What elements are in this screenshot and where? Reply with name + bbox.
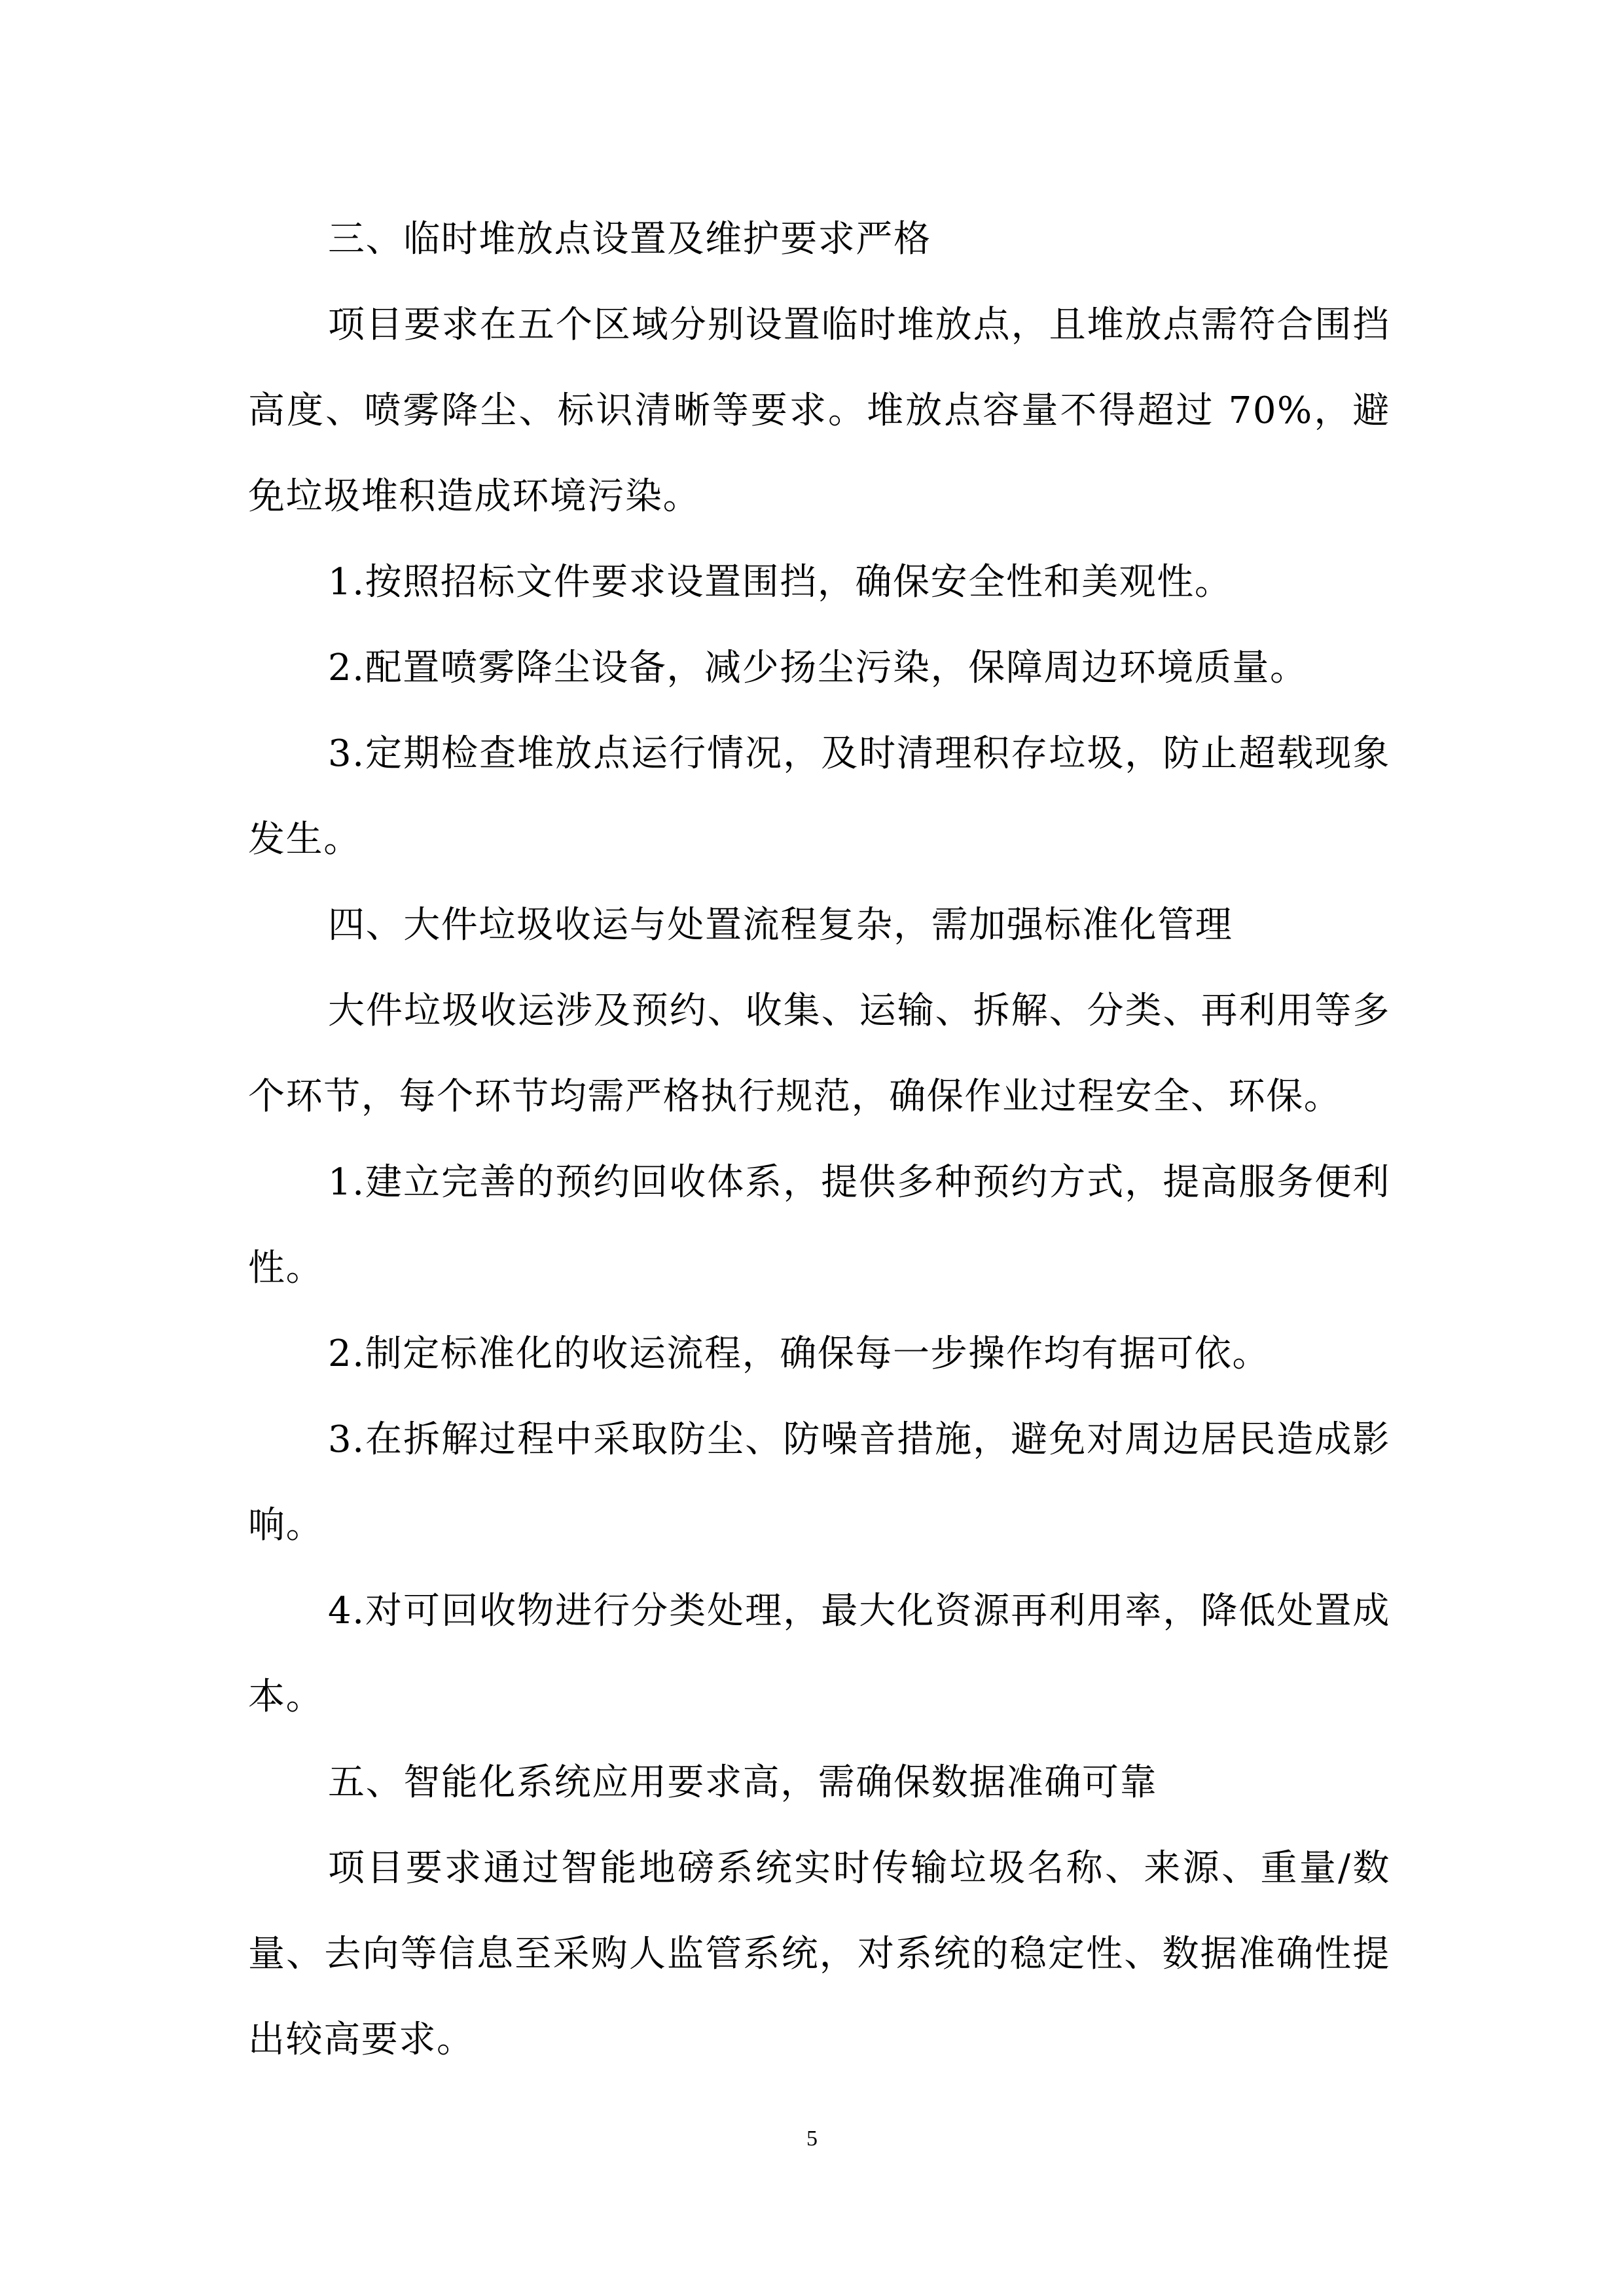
section-4-item-2: 2.制定标准化的收运流程，确保每一步操作均有据可依。: [328, 1333, 1271, 1375]
section-4-item-4: 4.对可回收物进行分类处理，最大化资源再利用率，降低处置成本。: [248, 1590, 1390, 1718]
section-4-item-3: 3.在拆解过程中采取防尘、防噪音措施，避免对周边居民造成影响。: [248, 1418, 1390, 1547]
section-3-item-1: 1.按照招标文件要求设置围挡，确保安全性和美观性。: [328, 561, 1233, 603]
section-3-item-3: 3.定期检查堆放点运行情况，及时清理积存垃圾，防止超载现象发生。: [248, 732, 1390, 861]
section-3-item-2: 2.配置喷雾降尘设备，减少扬尘污染，保障周边环境质量。: [328, 647, 1308, 689]
section-4-item-1: 1.建立完善的预约回收体系，提供多种预约方式，提高服务便利性。: [248, 1161, 1390, 1289]
section-heading-5: 五、智能化系统应用要求高，需确保数据准确可靠: [328, 1761, 1158, 1804]
section-heading-4: 四、大件垃圾收运与处置流程复杂，需加强标准化管理: [328, 904, 1233, 946]
section-4-intro-paragraph: 大件垃圾收运涉及预约、收集、运输、拆解、分类、再利用等多个环节，每个环节均需严格执行规范，确保作业过程安全、环保。: [248, 990, 1390, 1118]
section-5-intro-paragraph: 项目要求通过智能地磅系统实时传输垃圾名称、来源、重量/数量、去向等信息至采购人监管系统，对系统的稳定性、数据准确性提出较高要求。: [248, 1847, 1390, 2061]
section-heading-3: 三、临时堆放点设置及维护要求严格: [328, 218, 931, 260]
body-text: [248, 196, 1390, 2083]
page-number: 5: [806, 2126, 818, 2151]
section-3-intro-paragraph: 项目要求在五个区域分别设置临时堆放点，且堆放点需符合围挡高度、喷雾降尘、标识清晰等要求。堆放点容量不得超过 70%，避免垃圾堆积造成环境污染。: [248, 304, 1390, 518]
